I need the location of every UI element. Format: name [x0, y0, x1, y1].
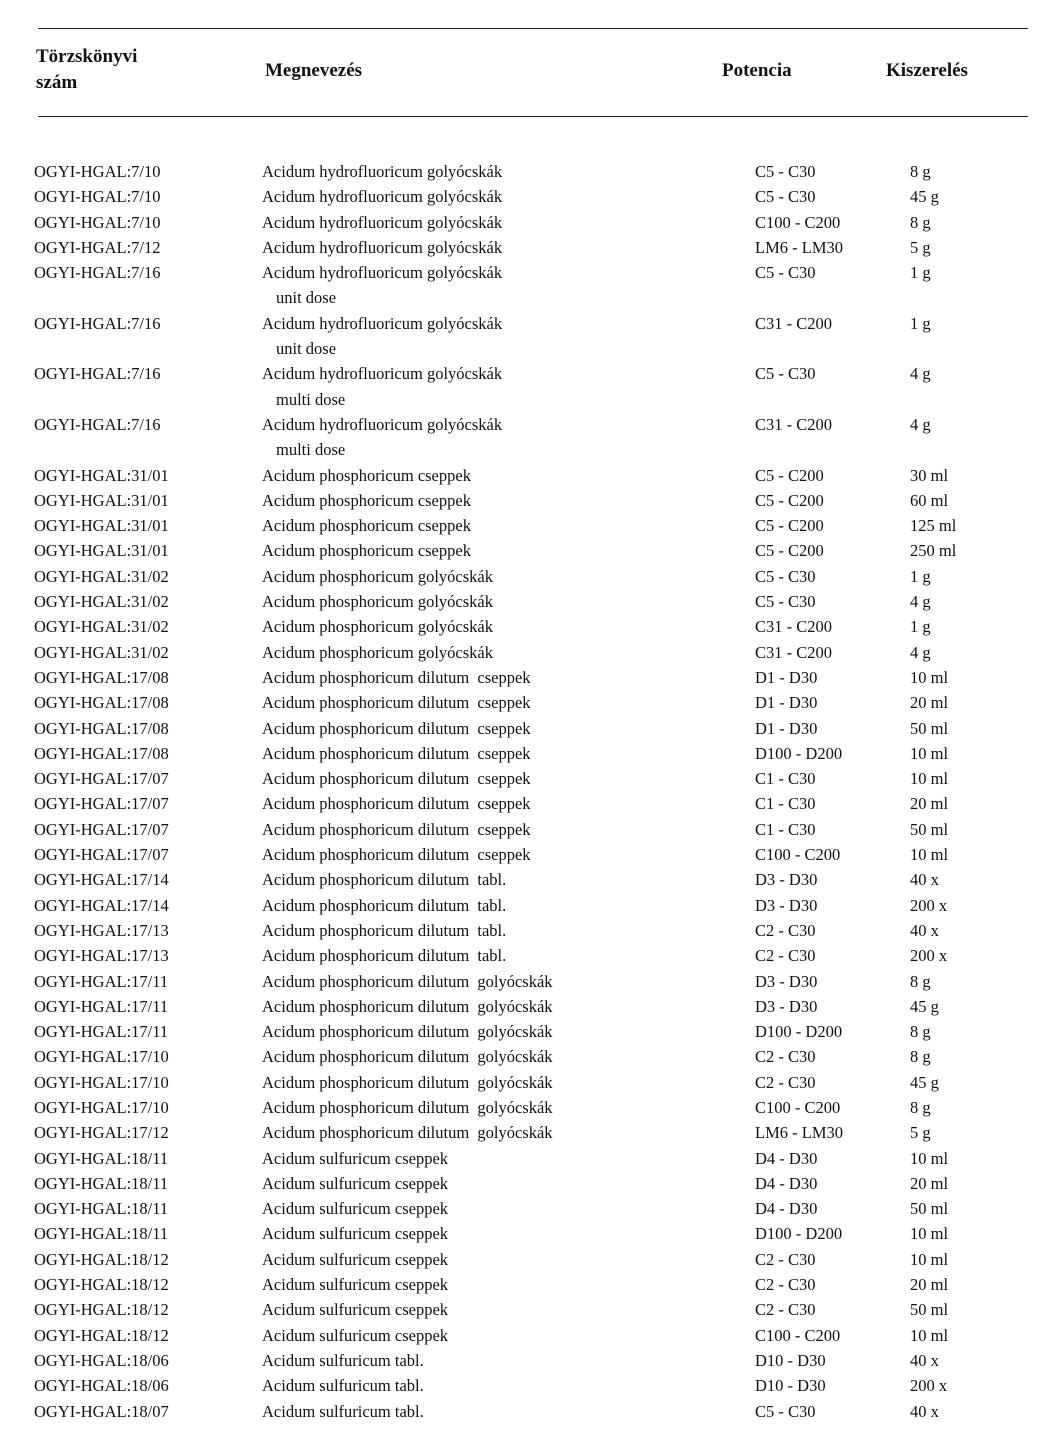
- potency-cell: C31 - C200: [755, 642, 833, 662]
- potency-cell: C5 - C30: [755, 592, 816, 612]
- registry-number-cell: OGYI-HGAL:17/07: [34, 769, 169, 789]
- product-name-cell: [262, 867, 719, 892]
- table-row: [0, 614, 1060, 639]
- package-size-cell: 4 g: [910, 592, 931, 612]
- product-name-cell: [262, 690, 719, 715]
- table-row: [0, 1070, 1060, 1095]
- potency-cell: C2 - C30: [755, 946, 816, 966]
- package-size-cell: 40 x: [910, 870, 939, 890]
- product-name: Acidum sulfuricum cseppek: [262, 1199, 449, 1219]
- package-size-cell: 40 x: [910, 1401, 939, 1421]
- product-name-cell: [262, 1297, 719, 1322]
- product-name: Acidum phosphoricum cseppek: [262, 541, 471, 561]
- dose-type: multi dose: [276, 440, 346, 460]
- potency-cell: C2 - C30: [755, 920, 816, 940]
- product-name-cell: [262, 1373, 719, 1398]
- product-name-cell: [262, 943, 719, 968]
- package-size-cell: 40 x: [910, 1350, 939, 1370]
- registry-number-cell: OGYI-HGAL:7/10: [34, 187, 161, 207]
- package-size-cell: 1 g: [910, 263, 931, 283]
- product-name: Acidum hydrofluoricum golyócskák: [262, 212, 503, 232]
- registry-number-cell: OGYI-HGAL:18/12: [34, 1300, 169, 1320]
- package-size-cell: 10 ml: [910, 1325, 949, 1345]
- potency-cell: D3 - D30: [755, 971, 818, 991]
- product-name-cell: [262, 538, 719, 563]
- product-name-cell: [262, 488, 719, 513]
- potency-cell: C100 - C200: [755, 1097, 841, 1117]
- registry-number-cell: OGYI-HGAL:7/12: [34, 237, 161, 257]
- package-size-cell: 10 ml: [910, 1249, 949, 1269]
- product-name: Acidum phosphoricum cseppek: [262, 490, 471, 510]
- product-name: Acidum hydrofluoricum golyócskák: [262, 364, 503, 384]
- potency-cell: C2 - C30: [755, 1072, 816, 1092]
- potency-cell: D4 - D30: [755, 1173, 818, 1193]
- product-name: Acidum phosphoricum dilutum cseppek: [262, 743, 531, 763]
- package-size-cell: 10 ml: [910, 667, 949, 687]
- registry-number-cell: OGYI-HGAL:18/11: [34, 1199, 169, 1219]
- table-row: [0, 463, 1060, 488]
- potency-cell: C5 - C30: [755, 263, 816, 283]
- product-name-cell: [262, 159, 719, 184]
- product-name-cell: [262, 1044, 719, 1069]
- potency-cell: C5 - C200: [755, 516, 824, 536]
- product-name-cell: [262, 842, 719, 867]
- product-name-cell: [262, 1272, 719, 1297]
- header-registry-number: [36, 44, 216, 96]
- table-row: [0, 766, 1060, 791]
- product-name-cell: [262, 361, 719, 412]
- product-name-cell: [262, 184, 719, 209]
- registry-number-cell: OGYI-HGAL:31/02: [34, 592, 169, 612]
- product-name: Acidum phosphoricum dilutum cseppek: [262, 667, 531, 687]
- dose-type: unit dose: [276, 339, 337, 359]
- product-name-cell: [262, 1120, 719, 1145]
- registry-number-cell: OGYI-HGAL:18/06: [34, 1350, 169, 1370]
- registry-number-cell: OGYI-HGAL:17/11: [34, 996, 169, 1016]
- table-row: [0, 488, 1060, 513]
- product-name-cell: [262, 1247, 719, 1272]
- table-row: [0, 994, 1060, 1019]
- registry-number-cell: OGYI-HGAL:31/02: [34, 642, 169, 662]
- package-size-cell: 8 g: [910, 1097, 931, 1117]
- product-name: Acidum sulfuricum cseppek: [262, 1275, 449, 1295]
- package-size-cell: 40 x: [910, 920, 939, 940]
- registry-number-cell: OGYI-HGAL:18/07: [34, 1401, 169, 1421]
- table-row: [0, 564, 1060, 589]
- table-row: [0, 513, 1060, 538]
- table-row: [0, 716, 1060, 741]
- potency-cell: C5 - C30: [755, 364, 816, 384]
- product-name-cell: [262, 1171, 719, 1196]
- product-name-cell: [262, 412, 719, 463]
- registry-number-cell: OGYI-HGAL:17/07: [34, 845, 169, 865]
- product-name: Acidum phosphoricum golyócskák: [262, 592, 493, 612]
- table-row: [0, 1221, 1060, 1246]
- package-size-cell: 125 ml: [910, 516, 957, 536]
- table-row: [0, 867, 1060, 892]
- package-size-cell: 200 x: [910, 946, 948, 966]
- package-size-cell: 10 ml: [910, 845, 949, 865]
- product-name: Acidum sulfuricum cseppek: [262, 1325, 449, 1345]
- product-name-cell: [262, 791, 719, 816]
- top-rule: [38, 28, 1028, 29]
- package-size-cell: 10 ml: [910, 743, 949, 763]
- product-name: Acidum phosphoricum golyócskák: [262, 617, 493, 637]
- package-size-cell: 200 x: [910, 1376, 948, 1396]
- table-row: [0, 665, 1060, 690]
- product-name-cell: [262, 564, 719, 589]
- potency-cell: C1 - C30: [755, 769, 816, 789]
- registry-number-cell: OGYI-HGAL:31/02: [34, 566, 169, 586]
- product-name-cell: [262, 1019, 719, 1044]
- registry-number-cell: OGYI-HGAL:17/08: [34, 667, 169, 687]
- package-size-cell: 8 g: [910, 1047, 931, 1067]
- product-name-cell: [262, 1348, 719, 1373]
- product-name-cell: [262, 969, 719, 994]
- package-size-cell: 50 ml: [910, 819, 949, 839]
- package-size-cell: 1 g: [910, 566, 931, 586]
- table-row: [0, 235, 1060, 260]
- table-row: [0, 1095, 1060, 1120]
- table-row: [0, 1373, 1060, 1398]
- product-name-cell: [262, 665, 719, 690]
- potency-cell: D10 - D30: [755, 1376, 826, 1396]
- product-name: Acidum hydrofluoricum golyócskák: [262, 187, 503, 207]
- product-name-cell: [262, 893, 719, 918]
- potency-cell: C100 - C200: [755, 845, 841, 865]
- registry-number-cell: OGYI-HGAL:17/12: [34, 1123, 169, 1143]
- potency-cell: D1 - D30: [755, 667, 818, 687]
- registry-number-cell: OGYI-HGAL:31/01: [34, 516, 169, 536]
- product-name-cell: [262, 210, 719, 235]
- registry-number-cell: OGYI-HGAL:17/08: [34, 693, 169, 713]
- product-name: Acidum sulfuricum tabl.: [262, 1350, 424, 1370]
- table-row: [0, 210, 1060, 235]
- package-size-cell: 8 g: [910, 212, 931, 232]
- product-name-cell: [262, 640, 719, 665]
- registry-number-cell: OGYI-HGAL:17/14: [34, 870, 169, 890]
- table-row: [0, 184, 1060, 209]
- registry-number-cell: OGYI-HGAL:31/02: [34, 617, 169, 637]
- product-name-cell: [262, 1323, 719, 1348]
- package-size-cell: 250 ml: [910, 541, 957, 561]
- table-row: [0, 640, 1060, 665]
- potency-cell: C5 - C200: [755, 465, 824, 485]
- product-name-cell: [262, 994, 719, 1019]
- registry-number-cell: OGYI-HGAL:31/01: [34, 490, 169, 510]
- potency-cell: C2 - C30: [755, 1047, 816, 1067]
- product-name: Acidum hydrofluoricum golyócskák: [262, 162, 503, 181]
- product-name-cell: [262, 235, 719, 260]
- potency-cell: D3 - D30: [755, 996, 818, 1016]
- registry-number-cell: OGYI-HGAL:17/08: [34, 743, 169, 763]
- table-row: [0, 1146, 1060, 1171]
- product-name: Acidum phosphoricum dilutum tabl.: [262, 870, 507, 890]
- package-size-cell: 50 ml: [910, 718, 949, 738]
- potency-cell: C100 - C200: [755, 212, 841, 232]
- registry-number-cell: OGYI-HGAL:18/11: [34, 1173, 169, 1193]
- registry-number-cell: OGYI-HGAL:31/01: [34, 465, 169, 485]
- potency-cell: D4 - D30: [755, 1199, 818, 1219]
- product-name-cell: [262, 741, 719, 766]
- product-name-cell: [262, 311, 719, 362]
- product-name-cell: [262, 1221, 719, 1246]
- header-package: Kiszerelés: [886, 60, 968, 81]
- product-name: Acidum phosphoricum dilutum golyócskák: [262, 1097, 553, 1117]
- registry-number-cell: OGYI-HGAL:7/16: [34, 364, 161, 384]
- table-row: [0, 842, 1060, 867]
- header-potency: Potencia: [722, 60, 792, 81]
- product-name: Acidum phosphoricum dilutum cseppek: [262, 794, 531, 814]
- product-name: Acidum sulfuricum tabl.: [262, 1401, 424, 1421]
- product-name: Acidum phosphoricum golyócskák: [262, 566, 493, 586]
- product-name-cell: [262, 766, 719, 791]
- product-name: Acidum phosphoricum dilutum golyócskák: [262, 1047, 553, 1067]
- package-size-cell: 1 g: [910, 617, 931, 637]
- table-row: [0, 1171, 1060, 1196]
- potency-cell: LM6 - LM30: [755, 237, 843, 257]
- table-row: [0, 538, 1060, 563]
- header-registry-line1: Törzskönyvi: [36, 46, 138, 67]
- package-size-cell: 45 g: [910, 187, 939, 207]
- product-name: Acidum phosphoricum dilutum cseppek: [262, 718, 531, 738]
- potency-cell: C31 - C200: [755, 414, 833, 434]
- registry-number-cell: OGYI-HGAL:7/16: [34, 263, 161, 283]
- registry-number-cell: OGYI-HGAL:17/08: [34, 718, 169, 738]
- product-name-cell: [262, 1196, 719, 1221]
- registry-number-cell: OGYI-HGAL:17/13: [34, 920, 169, 940]
- dose-type: multi dose: [276, 389, 346, 409]
- product-name-cell: [262, 918, 719, 943]
- product-name-cell: [262, 463, 719, 488]
- product-name-cell: [262, 817, 719, 842]
- registry-number-cell: OGYI-HGAL:18/11: [34, 1224, 169, 1244]
- table-row: [0, 817, 1060, 842]
- potency-cell: C100 - C200: [755, 1325, 841, 1345]
- registry-number-cell: OGYI-HGAL:18/12: [34, 1325, 169, 1345]
- package-size-cell: 45 g: [910, 1072, 939, 1092]
- package-size-cell: 60 ml: [910, 490, 949, 510]
- potency-cell: C31 - C200: [755, 313, 833, 333]
- product-name: Acidum phosphoricum dilutum golyócskák: [262, 1072, 553, 1092]
- registry-number-cell: OGYI-HGAL:17/11: [34, 1022, 169, 1042]
- package-size-cell: 8 g: [910, 1022, 931, 1042]
- registry-number-cell: OGYI-HGAL:17/07: [34, 794, 169, 814]
- potency-cell: C5 - C30: [755, 566, 816, 586]
- package-size-cell: 4 g: [910, 642, 931, 662]
- registry-number-cell: OGYI-HGAL:31/01: [34, 541, 169, 561]
- registry-number-cell: OGYI-HGAL:18/11: [34, 1148, 169, 1168]
- package-size-cell: 5 g: [910, 1123, 931, 1143]
- product-name: Acidum sulfuricum cseppek: [262, 1148, 449, 1168]
- registry-number-cell: OGYI-HGAL:17/10: [34, 1072, 169, 1092]
- registry-number-cell: OGYI-HGAL:17/10: [34, 1047, 169, 1067]
- table-row: [0, 1323, 1060, 1348]
- package-size-cell: 5 g: [910, 237, 931, 257]
- header-name: Megnevezés: [265, 60, 363, 81]
- table-row: [0, 1196, 1060, 1221]
- product-name: Acidum phosphoricum dilutum cseppek: [262, 845, 531, 865]
- potency-cell: D1 - D30: [755, 693, 818, 713]
- potency-cell: C1 - C30: [755, 794, 816, 814]
- potency-cell: C5 - C30: [755, 162, 816, 181]
- package-size-cell: 20 ml: [910, 1275, 949, 1295]
- product-name: Acidum phosphoricum dilutum tabl.: [262, 895, 507, 915]
- potency-cell: C5 - C200: [755, 490, 824, 510]
- package-size-cell: 8 g: [910, 971, 931, 991]
- table-row: [0, 893, 1060, 918]
- table-row: [0, 690, 1060, 715]
- product-name: Acidum phosphoricum dilutum golyócskák: [262, 1022, 553, 1042]
- product-name-cell: [262, 1146, 719, 1171]
- potency-cell: C1 - C30: [755, 819, 816, 839]
- registry-number-cell: OGYI-HGAL:17/11: [34, 971, 169, 991]
- table-row: [0, 918, 1060, 943]
- product-name-cell: [262, 614, 719, 639]
- potency-cell: C5 - C30: [755, 187, 816, 207]
- table-row: [0, 1120, 1060, 1145]
- product-name-cell: [262, 716, 719, 741]
- dose-type: unit dose: [276, 288, 337, 308]
- potency-cell: D4 - D30: [755, 1148, 818, 1168]
- product-name-cell: [262, 589, 719, 614]
- potency-cell: D100 - D200: [755, 743, 843, 763]
- package-size-cell: 10 ml: [910, 769, 949, 789]
- product-name: Acidum hydrofluoricum golyócskák: [262, 237, 503, 257]
- table-row: [0, 159, 1060, 184]
- package-size-cell: 50 ml: [910, 1300, 949, 1320]
- potency-cell: LM6 - LM30: [755, 1123, 843, 1143]
- registry-number-cell: OGYI-HGAL:18/12: [34, 1275, 169, 1295]
- product-name: Acidum phosphoricum golyócskák: [262, 642, 493, 662]
- registry-number-cell: OGYI-HGAL:17/07: [34, 819, 169, 839]
- registry-number-cell: OGYI-HGAL:7/10: [34, 212, 161, 232]
- product-name: Acidum phosphoricum dilutum tabl.: [262, 946, 507, 966]
- registry-number-cell: OGYI-HGAL:17/10: [34, 1097, 169, 1117]
- product-name: Acidum sulfuricum cseppek: [262, 1300, 449, 1320]
- package-size-cell: 200 x: [910, 895, 948, 915]
- potency-cell: C31 - C200: [755, 617, 833, 637]
- package-size-cell: 45 g: [910, 996, 939, 1016]
- table-row: [0, 943, 1060, 968]
- table-row: [0, 1272, 1060, 1297]
- product-name: Acidum phosphoricum cseppek: [262, 465, 471, 485]
- product-name: Acidum phosphoricum dilutum golyócskák: [262, 996, 553, 1016]
- table-row: [0, 741, 1060, 766]
- table-row: [0, 311, 1060, 362]
- table-row: [0, 1044, 1060, 1069]
- potency-cell: C2 - C30: [755, 1249, 816, 1269]
- product-name: Acidum phosphoricum dilutum cseppek: [262, 693, 531, 713]
- potency-cell: D10 - D30: [755, 1350, 826, 1370]
- package-size-cell: 4 g: [910, 364, 931, 384]
- product-name-cell: [262, 260, 719, 311]
- product-name: Acidum sulfuricum cseppek: [262, 1249, 449, 1269]
- product-name: Acidum hydrofluoricum golyócskák: [262, 414, 503, 434]
- table-row: [0, 589, 1060, 614]
- product-name: Acidum phosphoricum dilutum tabl.: [262, 920, 507, 940]
- registry-number-cell: OGYI-HGAL:17/14: [34, 895, 169, 915]
- table-row: [0, 260, 1060, 311]
- product-name: Acidum phosphoricum cseppek: [262, 516, 471, 536]
- package-size-cell: 1 g: [910, 313, 931, 333]
- product-name-cell: [262, 1095, 719, 1120]
- product-name-cell: [262, 1399, 719, 1424]
- registry-number-cell: OGYI-HGAL:17/13: [34, 946, 169, 966]
- registry-number-cell: OGYI-HGAL:7/10: [34, 162, 161, 181]
- potency-cell: D100 - D200: [755, 1022, 843, 1042]
- registry-number-cell: OGYI-HGAL:7/16: [34, 313, 161, 333]
- potency-cell: C2 - C30: [755, 1300, 816, 1320]
- product-name: Acidum sulfuricum tabl.: [262, 1376, 424, 1396]
- potency-cell: D3 - D30: [755, 870, 818, 890]
- table-row: [0, 791, 1060, 816]
- potency-cell: D1 - D30: [755, 718, 818, 738]
- table-row: [0, 361, 1060, 412]
- product-name: Acidum sulfuricum cseppek: [262, 1173, 449, 1193]
- product-name: Acidum sulfuricum cseppek: [262, 1224, 449, 1244]
- header-rule: [38, 116, 1028, 117]
- package-size-cell: 20 ml: [910, 693, 949, 713]
- package-size-cell: 50 ml: [910, 1199, 949, 1219]
- package-size-cell: 10 ml: [910, 1224, 949, 1244]
- potency-cell: D3 - D30: [755, 895, 818, 915]
- product-table: [0, 159, 1060, 1424]
- package-size-cell: 30 ml: [910, 465, 949, 485]
- table-row: [0, 1247, 1060, 1272]
- product-name: Acidum hydrofluoricum golyócskák: [262, 263, 503, 283]
- package-size-cell: 8 g: [910, 162, 931, 181]
- package-size-cell: 20 ml: [910, 794, 949, 814]
- registry-number-cell: OGYI-HGAL:7/16: [34, 414, 161, 434]
- registry-number-cell: OGYI-HGAL:18/06: [34, 1376, 169, 1396]
- potency-cell: C5 - C30: [755, 1401, 816, 1421]
- product-name: Acidum hydrofluoricum golyócskák: [262, 313, 503, 333]
- table-row: [0, 1297, 1060, 1322]
- product-name: Acidum phosphoricum dilutum golyócskák: [262, 971, 553, 991]
- package-size-cell: 4 g: [910, 414, 931, 434]
- table-row: [0, 1399, 1060, 1424]
- registry-number-cell: OGYI-HGAL:18/12: [34, 1249, 169, 1269]
- header-registry-line2: szám: [36, 72, 78, 93]
- product-name-cell: [262, 1070, 719, 1095]
- product-name: Acidum phosphoricum dilutum cseppek: [262, 769, 531, 789]
- potency-cell: C5 - C200: [755, 541, 824, 561]
- potency-cell: D100 - D200: [755, 1224, 843, 1244]
- product-name: Acidum phosphoricum dilutum golyócskák: [262, 1123, 553, 1143]
- table-row: [0, 1019, 1060, 1044]
- package-size-cell: 10 ml: [910, 1148, 949, 1168]
- package-size-cell: 20 ml: [910, 1173, 949, 1193]
- table-row: [0, 1348, 1060, 1373]
- table-row: [0, 969, 1060, 994]
- potency-cell: C2 - C30: [755, 1275, 816, 1295]
- table-row: [0, 412, 1060, 463]
- product-name-cell: [262, 513, 719, 538]
- product-name: Acidum phosphoricum dilutum cseppek: [262, 819, 531, 839]
